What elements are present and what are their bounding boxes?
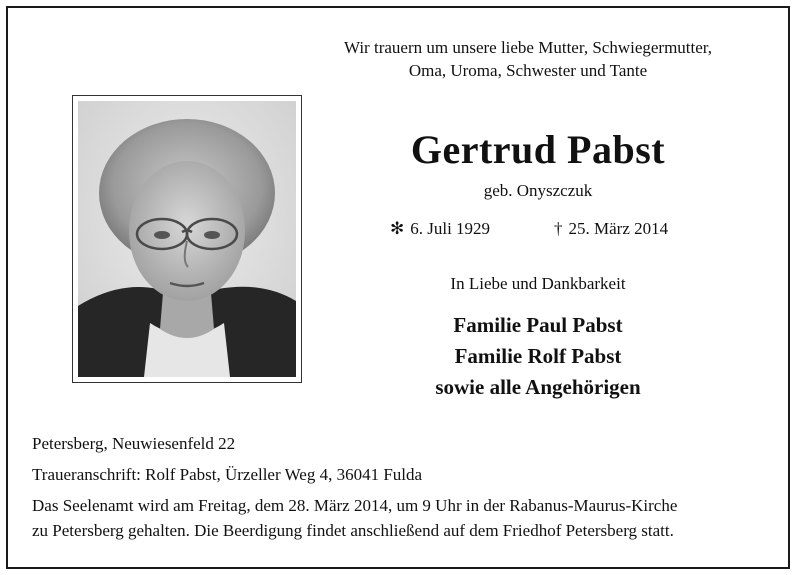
death-cross-icon: † <box>554 219 563 238</box>
intro-text <box>278 36 778 82</box>
death-info <box>554 219 668 239</box>
mourner-line: Familie Rolf Pabst <box>454 344 622 368</box>
footer-details <box>32 431 782 543</box>
service-info <box>32 493 782 543</box>
place-line: Petersberg, Neuwiesenfeld 22 <box>32 434 236 453</box>
service-line-2: zu Petersberg gehalten. Die Beerdigung findet anschließend auf dem Friedhof Petersberg statt. <box>32 521 674 540</box>
mourning-address: Traueranschrift: Rolf Pabst, Ürzeller Weg 4, 36041 Fulda <box>32 465 423 484</box>
service-line-1: Das Seelenamt wird am Freitag, dem 28. März 2014, um 9 Uhr in der Rabanus-Maurus-Kirche <box>32 496 678 515</box>
mourner-line: sowie alle Angehörigen <box>435 375 641 399</box>
intro-line-2: Oma, Uroma, Schwester und Tante <box>408 61 648 80</box>
portrait-illustration <box>78 101 296 377</box>
portrait-photo-frame <box>72 95 302 383</box>
mourner-line: Familie Paul Pabst <box>453 313 623 337</box>
maiden-name: geb. Onyszczuk <box>483 181 593 200</box>
birth-date: 6. Juli 1929 <box>410 219 491 238</box>
mourners-intro: In Liebe und Dankbarkeit <box>450 274 626 293</box>
intro-line-1: Wir trauern um unsere liebe Mutter, Schwiegermutter, <box>343 38 713 57</box>
portrait-photo <box>78 101 296 377</box>
obituary-notice <box>6 6 790 569</box>
birth-info <box>390 219 490 239</box>
deceased-name: Gertrud Pabst <box>410 127 666 172</box>
death-date: 25. März 2014 <box>568 219 669 238</box>
mourners-list <box>338 310 738 403</box>
birth-star-icon: ✻ <box>390 219 405 238</box>
